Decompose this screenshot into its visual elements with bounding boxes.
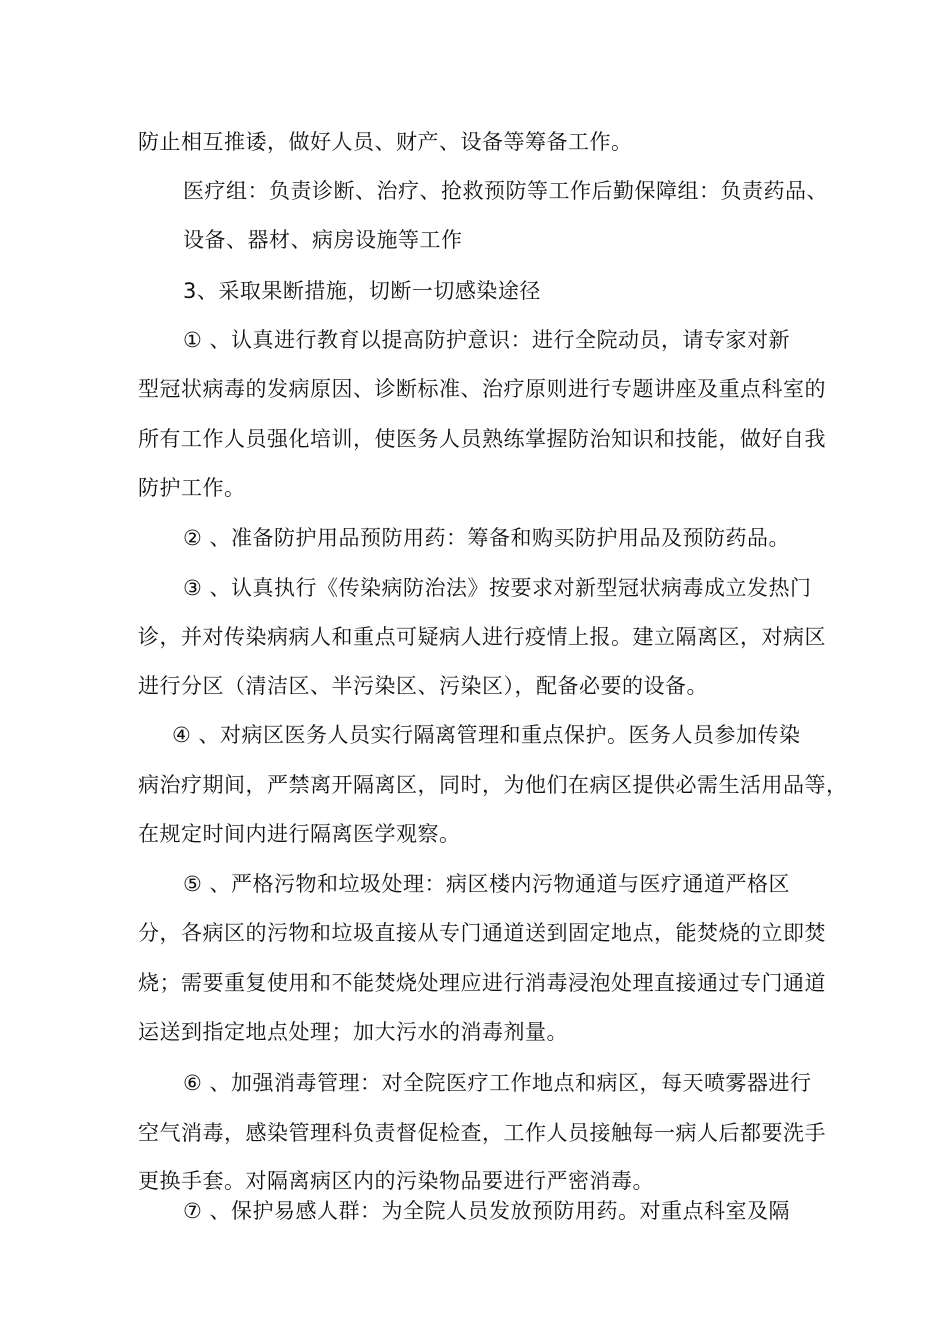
paragraph-line: 病治疗期间，严禁离开隔离区，同时，为他们在病区提供必需生活用品等，: [138, 773, 848, 797]
list-item-2: ② 、准备防护用品预防用药：筹备和购买防护用品及预防药品。: [183, 526, 790, 550]
paragraph-line: 分，各病区的污物和垃圾直接从专门通道送到固定地点，能焚烧的立即焚: [138, 921, 826, 945]
paragraph-line: 防护工作。: [138, 476, 246, 500]
paragraph-line: 诊，并对传染病病人和重点可疑病人进行疫情上报。建立隔离区，对病区: [138, 625, 826, 649]
paragraph-line: 烧；需要重复使用和不能焚烧处理应进行消毒浸泡处理直接通过专门通道: [138, 971, 826, 995]
paragraph-line: 空气消毒，感染管理科负责督促检查，工作人员接触每一病人后都要洗手: [138, 1121, 826, 1145]
paragraph-line: 型冠状病毒的发病原因、诊断标准、治疗原则进行专题讲座及重点科室的: [138, 377, 826, 401]
section-heading: 3、采取果断措施，切断一切感染途径: [183, 279, 541, 303]
list-item-6: ⑥ 、加强消毒管理：对全院医疗工作地点和病区，每天喷雾器进行: [183, 1071, 812, 1095]
paragraph-line: 更换手套。对隔离病区内的污染物品要进行严密消毒。: [138, 1169, 654, 1193]
list-item-7: ⑦ 、保护易感人群：为全院人员发放预防用药。对重点科室及隔: [183, 1199, 790, 1223]
list-item-4: ④ 、对病区医务人员实行隔离管理和重点保护。医务人员参加传染: [172, 723, 801, 747]
paragraph-line: 进行分区（清洁区、半污染区、污染区），配备必要的设备。: [138, 674, 708, 698]
list-item-3: ③ 、认真执行《传染病防治法》按要求对新型冠状病毒成立发热门: [183, 576, 812, 600]
paragraph-line: 设备、器材、病房设施等工作: [183, 228, 463, 252]
paragraph-line: 在规定时间内进行隔离医学观察。: [138, 822, 461, 846]
paragraph-line: 医疗组：负责诊断、治疗、抢救预防等工作后勤保障组：负责药品、: [183, 179, 828, 203]
list-item-1: ① 、认真进行教育以提高防护意识：进行全院动员，请专家对新: [183, 328, 790, 352]
paragraph-line: 运送到指定地点处理；加大污水的消毒剂量。: [138, 1020, 568, 1044]
paragraph-line: 防止相互推诿，做好人员、财产、设备等筹备工作。: [138, 130, 633, 154]
list-item-5: ⑤ 、严格污物和垃圾处理：病区楼内污物通道与医疗通道严格区: [183, 872, 790, 896]
paragraph-line: 所有工作人员强化培训，使医务人员熟练掌握防治知识和技能，做好自我: [138, 427, 826, 451]
